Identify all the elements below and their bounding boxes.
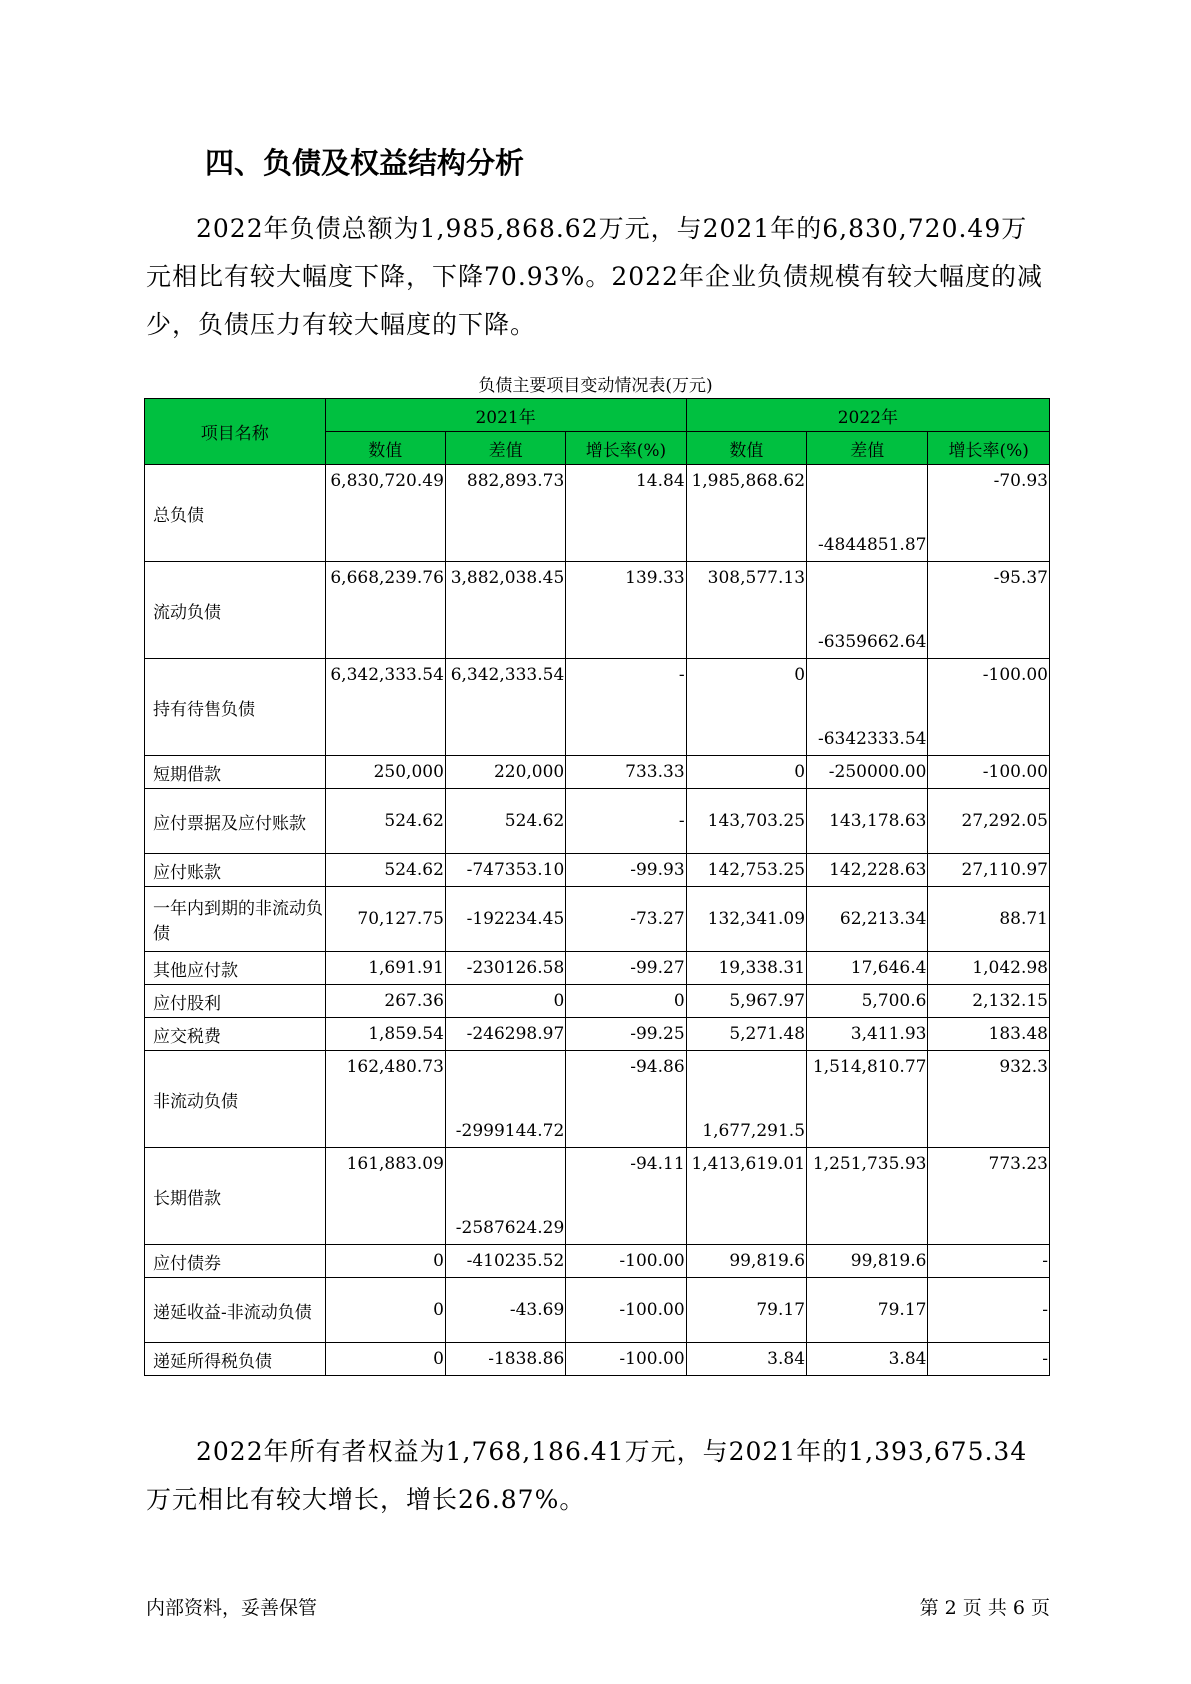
cell-v2: 0 (686, 756, 806, 789)
table-row (145, 1051, 1050, 1148)
cell-r1: -99.93 (566, 854, 686, 887)
cell-d1: 882,893.73 (445, 465, 565, 562)
cell-d2: 79.17 (807, 1278, 928, 1343)
cell-v2: 5,967.97 (686, 985, 806, 1018)
row-item-name: 应付票据及应付账款 (145, 789, 326, 854)
cell-v2: 132,341.09 (686, 887, 806, 952)
cell-r2: 773.23 (928, 1148, 1050, 1245)
row-item-name: 持有待售负债 (145, 659, 326, 756)
cell-d2: 3.84 (807, 1343, 928, 1376)
row-item-name: 递延所得税负债 (145, 1343, 326, 1376)
cell-v1: 6,342,333.54 (325, 659, 445, 756)
row-item-name: 非流动负债 (145, 1051, 326, 1148)
cell-d2: -6342333.54 (807, 659, 928, 756)
table-row (145, 789, 1050, 854)
cell-d2: 142,228.63 (807, 854, 928, 887)
cell-d1: -410235.52 (445, 1245, 565, 1278)
cell-r2: 183.48 (928, 1018, 1050, 1051)
cell-d2: 3,411.93 (807, 1018, 928, 1051)
table-row (145, 1278, 1050, 1343)
footer-page-number: 第 2 页 共 6 页 (919, 1597, 1050, 1619)
cell-d2: 1,251,735.93 (807, 1148, 928, 1245)
table-row (145, 854, 1050, 887)
cell-d2: 143,178.63 (807, 789, 928, 854)
cell-v1: 6,668,239.76 (325, 562, 445, 659)
cell-d2: 5,700.6 (807, 985, 928, 1018)
cell-d1: 524.62 (445, 789, 565, 854)
cell-r1: -99.25 (566, 1018, 686, 1051)
cell-r1: 0 (566, 985, 686, 1018)
footer-confidential: 内部资料，妥善保管 (146, 1597, 318, 1619)
cell-v2: 143,703.25 (686, 789, 806, 854)
cell-r1: -94.86 (566, 1051, 686, 1148)
cell-r2: 27,110.97 (928, 854, 1050, 887)
table-row (145, 1018, 1050, 1051)
cell-v1: 162,480.73 (325, 1051, 445, 1148)
cell-r2: -70.93 (928, 465, 1050, 562)
cell-d1: -2999144.72 (445, 1051, 565, 1148)
cell-d2: 99,819.6 (807, 1245, 928, 1278)
cell-d2: 62,213.34 (807, 887, 928, 952)
cell-v1: 6,830,720.49 (325, 465, 445, 562)
cell-d2: -4844851.87 (807, 465, 928, 562)
cell-r2: 27,292.05 (928, 789, 1050, 854)
table-caption: 负债主要项目变动情况表(万元) (478, 376, 713, 396)
cell-r1: 139.33 (566, 562, 686, 659)
cell-d1: 0 (445, 985, 565, 1018)
table-row (145, 465, 1050, 562)
cell-d1: -246298.97 (445, 1018, 565, 1051)
cell-r2: - (928, 1245, 1050, 1278)
liability-summary-paragraph: 2022年负债总额为1,985,868.62万元，与2021年的6,830,720.49万元相比有较大幅度下降，下降70.93%。2022年企业负债规模有较大幅度的减少，负债压力有较大幅度的下降。 (146, 214, 1043, 339)
row-item-name: 应付账款 (145, 854, 326, 887)
cell-v2: 1,985,868.62 (686, 465, 806, 562)
cell-v1: 267.36 (325, 985, 445, 1018)
cell-r2: -95.37 (928, 562, 1050, 659)
cell-d1: -192234.45 (445, 887, 565, 952)
row-item-name: 长期借款 (145, 1148, 326, 1245)
cell-d1: 6,342,333.54 (445, 659, 565, 756)
cell-r2: - (928, 1278, 1050, 1343)
table-row (145, 985, 1050, 1018)
cell-v2: 19,338.31 (686, 952, 806, 985)
cell-r1: -100.00 (566, 1278, 686, 1343)
cell-v1: 1,859.54 (325, 1018, 445, 1051)
cell-v2: 1,413,619.01 (686, 1148, 806, 1245)
cell-r2: 2,132.15 (928, 985, 1050, 1018)
table-row (145, 1245, 1050, 1278)
cell-v1: 0 (325, 1245, 445, 1278)
equity-summary-paragraph: 2022年所有者权益为1,768,186.41万元，与2021年的1,393,675.34万元相比有较大增长，增长26.87%。 (146, 1437, 1028, 1514)
section-heading: 四、负债及权益结构分析 (205, 146, 525, 180)
header-rate: 增长率(%) (566, 432, 686, 465)
cell-r1: -100.00 (566, 1245, 686, 1278)
row-item-name: 应付股利 (145, 985, 326, 1018)
cell-v2: 0 (686, 659, 806, 756)
cell-r1: - (566, 789, 686, 854)
cell-v2: 1,677,291.5 (686, 1051, 806, 1148)
cell-r2: -100.00 (928, 756, 1050, 789)
cell-r1: -99.27 (566, 952, 686, 985)
cell-d2: -250000.00 (807, 756, 928, 789)
header-diff: 差值 (445, 432, 565, 465)
table-row (145, 887, 1050, 952)
header-year-2022: 2022年 (686, 399, 1049, 432)
cell-v1: 0 (325, 1343, 445, 1376)
cell-v2: 308,577.13 (686, 562, 806, 659)
cell-r1: -73.27 (566, 887, 686, 952)
cell-d1: 3,882,038.45 (445, 562, 565, 659)
cell-v2: 142,753.25 (686, 854, 806, 887)
cell-v1: 70,127.75 (325, 887, 445, 952)
cell-v1: 250,000 (325, 756, 445, 789)
cell-r2: 88.71 (928, 887, 1050, 952)
table-row (145, 952, 1050, 985)
cell-d2: -6359662.64 (807, 562, 928, 659)
cell-r1: 14.84 (566, 465, 686, 562)
cell-v1: 524.62 (325, 789, 445, 854)
row-item-name: 其他应付款 (145, 952, 326, 985)
cell-r1: -94.11 (566, 1148, 686, 1245)
row-item-name: 流动负债 (145, 562, 326, 659)
cell-r2: 932.3 (928, 1051, 1050, 1148)
header-value: 数值 (686, 432, 806, 465)
header-value: 数值 (325, 432, 445, 465)
cell-d1: -2587624.29 (445, 1148, 565, 1245)
table-row (145, 1343, 1050, 1376)
table-row (145, 659, 1050, 756)
cell-v2: 3.84 (686, 1343, 806, 1376)
cell-v2: 5,271.48 (686, 1018, 806, 1051)
table-row (145, 1148, 1050, 1245)
row-item-name: 应交税费 (145, 1018, 326, 1051)
cell-v2: 99,819.6 (686, 1245, 806, 1278)
cell-r2: - (928, 1343, 1050, 1376)
row-item-name: 短期借款 (145, 756, 326, 789)
cell-v1: 0 (325, 1278, 445, 1343)
cell-r2: 1,042.98 (928, 952, 1050, 985)
header-diff: 差值 (807, 432, 928, 465)
cell-d1: -43.69 (445, 1278, 565, 1343)
cell-v1: 524.62 (325, 854, 445, 887)
cell-r1: 733.33 (566, 756, 686, 789)
cell-r2: -100.00 (928, 659, 1050, 756)
cell-d2: 1,514,810.77 (807, 1051, 928, 1148)
table-row (145, 756, 1050, 789)
cell-d1: -230126.58 (445, 952, 565, 985)
cell-v2: 79.17 (686, 1278, 806, 1343)
cell-v1: 1,691.91 (325, 952, 445, 985)
cell-r1: - (566, 659, 686, 756)
row-item-name: 递延收益-非流动负债 (145, 1278, 326, 1343)
row-item-name: 总负债 (145, 465, 326, 562)
cell-r1: -100.00 (566, 1343, 686, 1376)
cell-d1: -1838.86 (445, 1343, 565, 1376)
cell-v1: 161,883.09 (325, 1148, 445, 1245)
row-item-name: 一年内到期的非流动负债 (145, 887, 326, 952)
cell-d2: 17,646.4 (807, 952, 928, 985)
header-rate: 增长率(%) (928, 432, 1050, 465)
header-item-name: 项目名称 (145, 399, 326, 465)
header-year-2021: 2021年 (325, 399, 686, 432)
cell-d1: -747353.10 (445, 854, 565, 887)
liability-table (144, 398, 1050, 1376)
cell-d1: 220,000 (445, 756, 565, 789)
table-row (145, 562, 1050, 659)
row-item-name: 应付债券 (145, 1245, 326, 1278)
